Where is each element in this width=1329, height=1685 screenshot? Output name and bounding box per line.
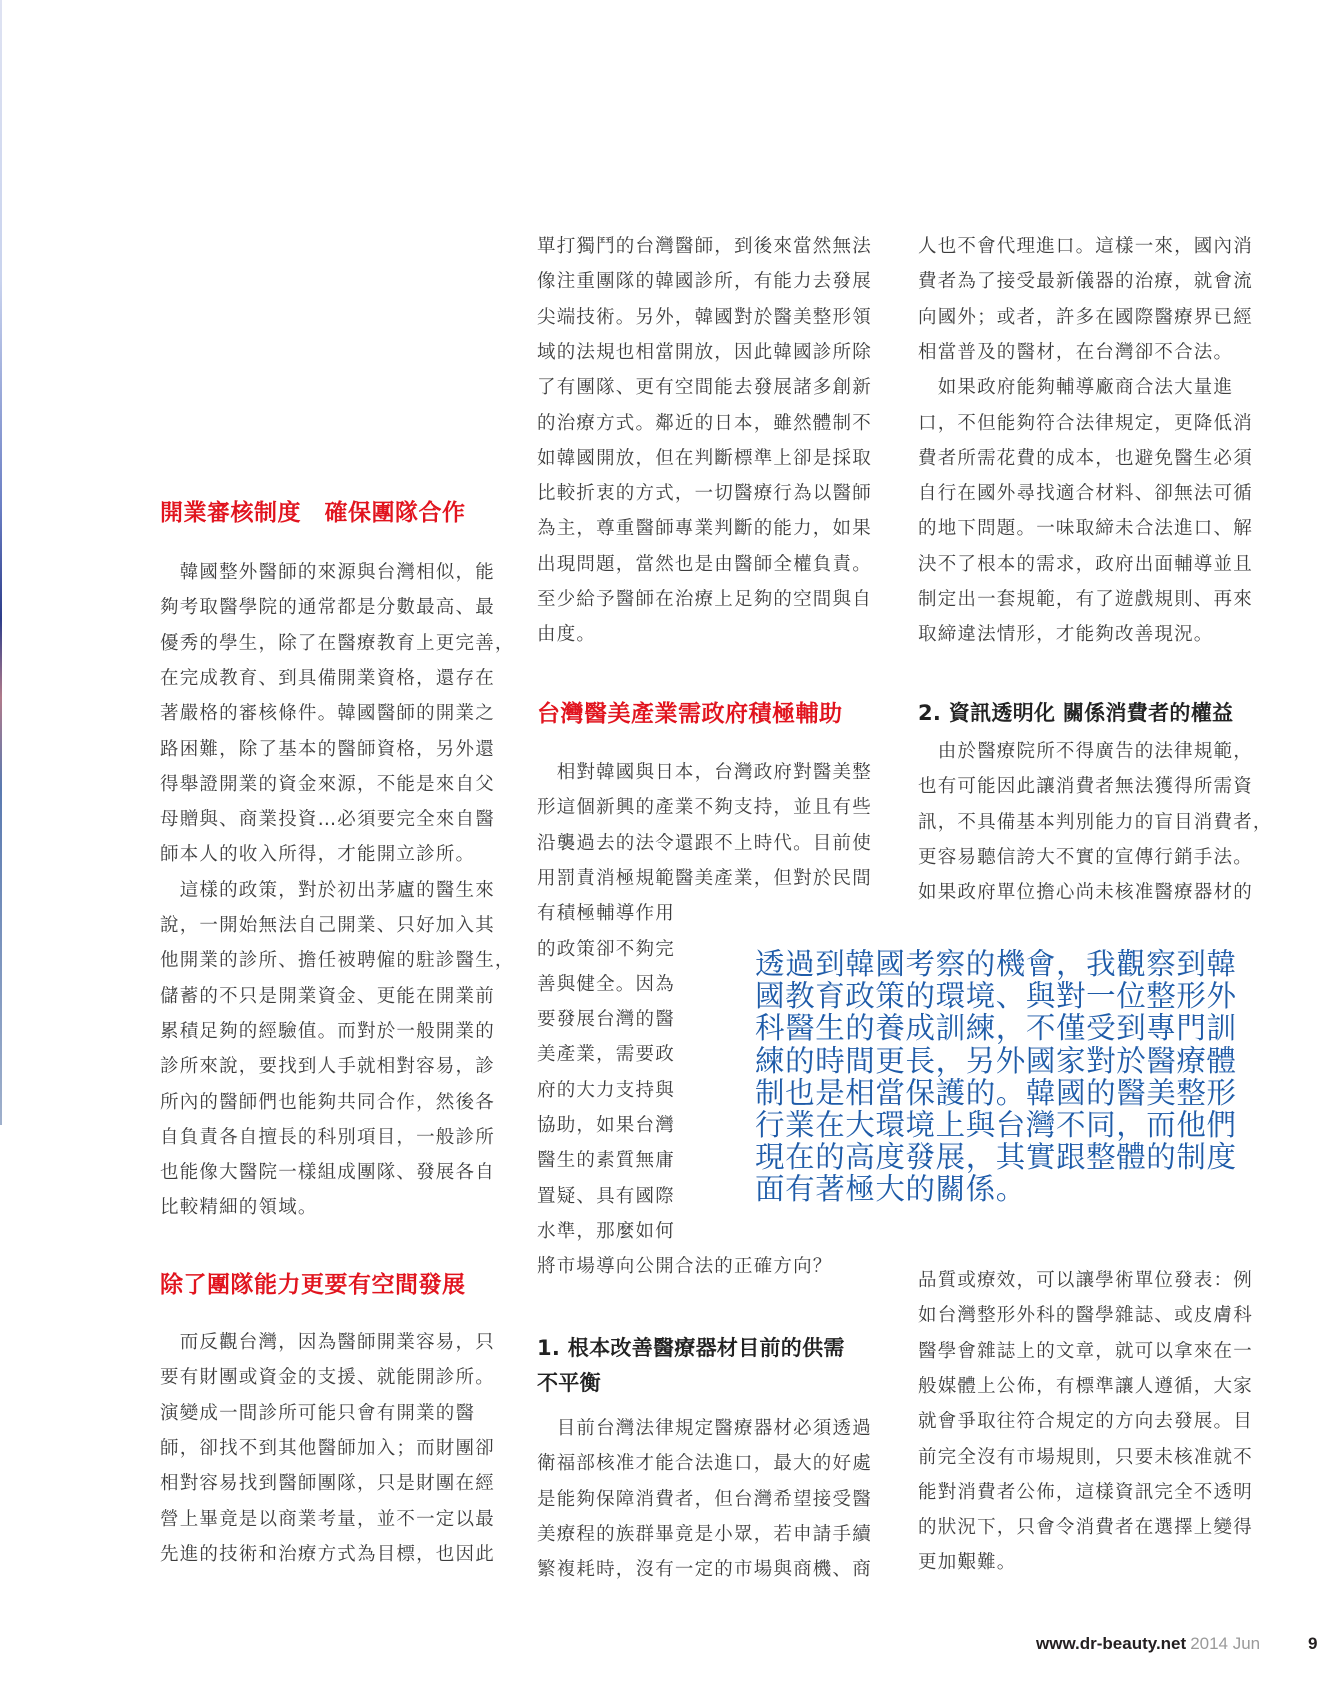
text-line: 診所來說，要找到人手就相對容易，診	[160, 1056, 495, 1078]
text-line: 要發展台灣的醫	[537, 1009, 675, 1031]
text-line: 這樣的政策，對於初出茅廬的醫生來	[160, 879, 495, 901]
text-line: 相對容易找到醫師團隊，只是財團在經	[160, 1473, 495, 1495]
text-line: 如果政府單位擔心尚未核准醫療器材的	[918, 882, 1253, 904]
text-line: 像注重團隊的韓國診所，有能力去發展	[537, 271, 872, 293]
text-line: 費者所需花費的成本，也避免醫生必須	[918, 447, 1253, 469]
text-line: 如果政府能夠輔導廠商合法大量進	[918, 377, 1234, 399]
issue-date: 2014 Jun	[1190, 1634, 1261, 1653]
text-line: 形這個新興的產業不夠支持，並且有些	[537, 797, 872, 819]
text-line: 韓國整外醫師的來源與台灣相似，能	[160, 562, 495, 583]
text-line: 般媒體上公佈，有標準讓人遵循，大家	[918, 1375, 1253, 1397]
text-line: 的政策卻不夠完	[537, 938, 675, 960]
text-line: 決不了根本的需求，政府出面輔導並且	[918, 553, 1253, 575]
pull-quote-line: 科醫生的養成訓練，不僅受到專門訓	[755, 1011, 1237, 1046]
text-line: 人也不會代理進口。這樣一來，國內消	[918, 236, 1253, 257]
text-line: 的地下問題。一味取締未合法進口、解	[918, 518, 1253, 540]
text-line: 比較折衷的方式，一切醫療行為以醫師	[537, 483, 872, 505]
text-line: 水準，那麼如何	[537, 1220, 675, 1242]
text-line: 夠考取醫學院的通常都是分數最高、最	[160, 597, 495, 619]
website-url[interactable]: www.dr-beauty.net	[1036, 1634, 1187, 1653]
pull-quote-line: 練的時間更長，另外國家對於醫療體	[755, 1043, 1237, 1078]
text-line: 出現問題，當然也是由醫師全權負責。	[537, 553, 872, 575]
text-line: 費者為了接受最新儀器的治療，就會流	[918, 271, 1253, 293]
text-line: 他開業的診所、擔任被聘僱的駐診醫生，	[160, 950, 515, 972]
text-line: 前完全沒有市場規則，只要未核准就不	[918, 1446, 1253, 1468]
text-line: 母贈與、商業投資…必須要完全來自醫	[160, 809, 495, 831]
left-column	[160, 0, 515, 1685]
text-line: 路困難，除了基本的醫師資格，另外還	[160, 738, 495, 760]
text-line: 目前台灣法律規定醫療器材必須透過	[537, 1418, 872, 1439]
text-line: 也能像大醫院一樣組成團隊、發展各自	[160, 1162, 495, 1184]
text-line: 如台灣整形外科的醫學雜誌、或皮膚科	[918, 1305, 1253, 1327]
subheading: 2. 資訊透明化 關係消費者的權益	[918, 701, 1234, 725]
text-line: 師，卻找不到其他醫師加入；而財團卻	[160, 1437, 495, 1459]
text-line: 相對韓國與日本，台灣政府對醫美整	[537, 762, 872, 783]
section-heading: 台灣醫美產業需政府積極輔助	[537, 701, 843, 727]
text-line: 如韓國開放，但在判斷標準上卻是採取	[537, 447, 872, 469]
text-line: 先進的技術和治療方式為目標，也因此	[160, 1543, 495, 1565]
text-line: 累積足夠的經驗值。而對於一般開業的	[160, 1020, 495, 1042]
text-line: 而反觀台灣，因為醫師開業容易，只	[160, 1332, 495, 1353]
right-column	[918, 0, 1273, 1685]
text-line: 協助，如果台灣	[537, 1115, 675, 1136]
text-line: 自行在國外尋找適合材料、卻無法可循	[918, 483, 1253, 505]
text-line: 置疑、具有國際	[537, 1185, 675, 1207]
pull-quote-line: 現在的高度發展，其實跟整體的制度	[755, 1140, 1237, 1175]
pull-quote-line: 透過到韓國考察的機會，我觀察到韓	[755, 947, 1237, 981]
text-line: 至少給予醫師在治療上足夠的空間與自	[537, 589, 872, 610]
text-line: 著嚴格的審核條件。韓國醫師的開業之	[160, 703, 495, 725]
text-line: 能對消費者公佈，這樣資訊完全不透明	[918, 1481, 1253, 1503]
subheading: 不平衡	[537, 1371, 601, 1395]
text-line: 向國外；或者，許多在國際醫療界已經	[918, 306, 1253, 328]
text-line: 優秀的學生，除了在醫療教育上更完善，	[160, 632, 515, 654]
text-line: 更容易聽信誇大不實的宣傳行銷手法。	[918, 846, 1253, 868]
text-line: 美療程的族群畢竟是小眾，若申請手續	[537, 1523, 872, 1545]
text-line: 演變成一間診所可能只會有開業的醫	[160, 1402, 476, 1424]
page-edge-strip	[0, 0, 2, 1125]
text-line: 的治療方式。鄰近的日本，雖然體制不	[537, 412, 872, 434]
text-line: 制定出一套規範，有了遊戲規則、再來	[918, 589, 1253, 610]
pull-quote-line: 國教育政策的環境、與對一位整形外	[755, 979, 1237, 1014]
pull-quote-line: 面有著極大的關係。	[755, 1172, 1026, 1207]
text-line: 要有財團或資金的支援、就能開診所。	[160, 1367, 495, 1389]
text-line: 府的大力支持與	[537, 1079, 675, 1101]
text-line: 由於醫療院所不得廣告的法律規範，	[918, 741, 1253, 762]
text-line: 品質或療效，可以讓學術單位發表：例	[918, 1270, 1253, 1291]
middle-column	[537, 0, 872, 1685]
text-line: 相當普及的醫材，在台灣卻不合法。	[918, 341, 1234, 363]
page-footer	[1036, 1634, 1318, 1654]
text-line: 取締違法情形，才能夠改善現況。	[918, 624, 1214, 646]
text-line: 醫學會雜誌上的文章，就可以拿來在一	[918, 1340, 1253, 1362]
text-line: 說，一開始無法自己開業、只好加入其	[160, 915, 495, 936]
section-heading: 開業審核制度 確保團隊合作	[160, 500, 466, 526]
text-line: 就會爭取往符合規定的方向去發展。目	[918, 1411, 1253, 1433]
text-line: 口，不但能夠符合法律規定，更降低消	[918, 412, 1253, 434]
text-line: 用罰責消極規範醫美產業，但對於民間	[537, 867, 872, 889]
pull-quote	[755, 948, 1255, 1206]
subheading: 1. 根本改善醫療器材目前的供需	[537, 1336, 845, 1360]
text-line: 更加艱難。	[918, 1552, 1017, 1574]
text-line: 沿襲過去的法令還跟不上時代。目前使	[537, 832, 872, 854]
text-line: 訊，不具備基本判別能力的盲目消費者，	[918, 811, 1273, 833]
text-line: 了有團隊、更有空間能去發展諸多創新	[537, 377, 872, 399]
text-line: 的狀況下，只會令消費者在選擇上變得	[918, 1517, 1253, 1539]
text-line: 醫生的素質無庸	[537, 1150, 675, 1172]
text-line: 是能夠保障消費者，但台灣希望接受醫	[537, 1488, 872, 1510]
text-line: 營上畢竟是以商業考量，並不一定以最	[160, 1508, 495, 1530]
text-line: 衛福部核准才能合法進口，最大的好處	[537, 1453, 872, 1475]
text-line: 也有可能因此讓消費者無法獲得所需資	[918, 776, 1253, 798]
text-line: 所內的醫師們也能夠共同合作，然後各	[160, 1091, 495, 1113]
text-line: 善與健全。因為	[537, 973, 675, 995]
text-line: 尖端技術。另外，韓國對於醫美整形領	[537, 306, 872, 328]
text-line: 為主，尊重醫師專業判斷的能力，如果	[537, 518, 872, 540]
pull-quote-line: 制也是相當保護的。韓國的醫美整形	[755, 1075, 1237, 1110]
text-line: 域的法規也相當開放，因此韓國診所除	[537, 341, 872, 363]
section-heading: 除了團隊能力更要有空間發展	[160, 1272, 466, 1298]
text-line: 自負責各自擅長的科別項目，一般診所	[160, 1126, 495, 1148]
text-line: 比較精細的領域。	[160, 1197, 318, 1219]
text-line: 得舉證開業的資金來源，不能是來自父	[160, 773, 495, 795]
text-line: 美產業，需要政	[537, 1044, 675, 1066]
text-line: 師本人的收入所得，才能開立診所。	[160, 844, 476, 866]
text-line: 有積極輔導作用	[537, 903, 675, 925]
pull-quote-line: 行業在大環境上與台灣不同，而他們	[755, 1108, 1237, 1143]
text-line: 單打獨鬥的台灣醫師，到後來當然無法	[537, 236, 872, 257]
text-line: 由度。	[537, 624, 597, 646]
text-line: 儲蓄的不只是開業資金、更能在開業前	[160, 985, 495, 1007]
text-line: 在完成教育、到具備開業資格，還存在	[160, 667, 495, 689]
text-line: 將市場導向公開合法的正確方向？	[537, 1256, 833, 1278]
text-line: 繁複耗時，沒有一定的市場與商機、商	[537, 1559, 872, 1581]
page-number: 9	[1308, 1634, 1318, 1653]
